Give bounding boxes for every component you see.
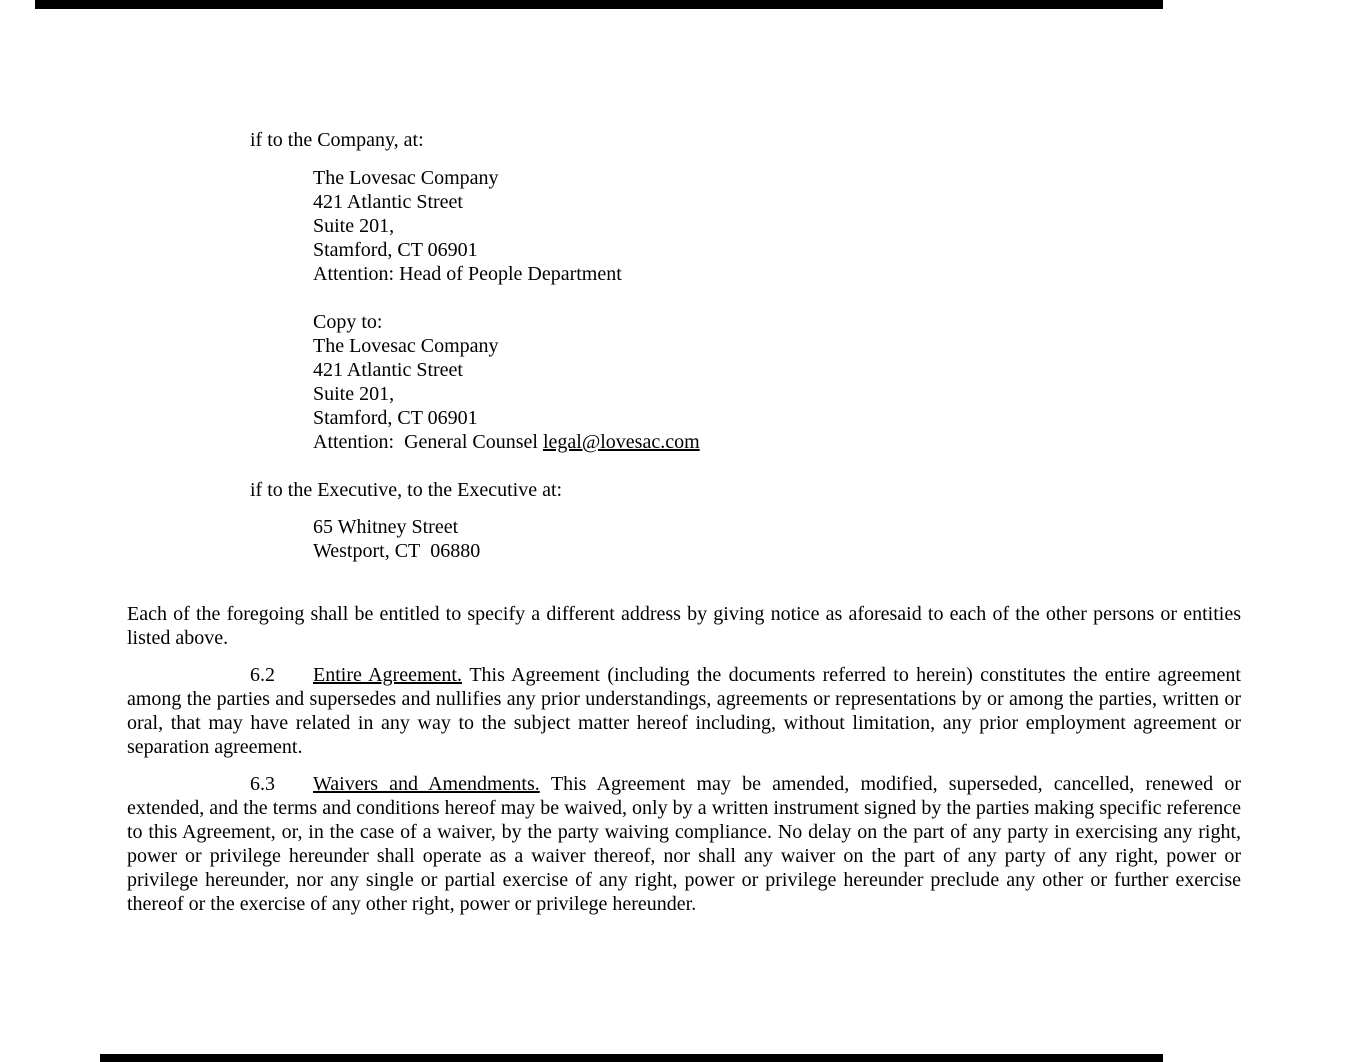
attention-line (313, 430, 1241, 454)
section-heading: Waivers and Amendments. (313, 773, 540, 795)
address-line: Stamford, CT 06901 (313, 239, 478, 261)
copy-to-address-block (313, 310, 1241, 454)
company-notice-intro: if to the Company, at: (250, 129, 424, 151)
address-line: 421 Atlantic Street (313, 359, 463, 381)
scan-artifact-top (35, 0, 1163, 9)
executive-address-block (313, 515, 1241, 563)
address-line: The Lovesac Company (313, 335, 499, 357)
email-link[interactable]: legal@lovesac.com (542, 431, 700, 453)
copy-to-label: Copy to: (313, 311, 383, 333)
section-body: This Agreement may be amended, modified, superseded, cancelled, renewed or extended, and the terms and conditions hereof may be waived, only by a written instrument signed by the parties making specific reference to this Agreement, or, in the case of a waiver, by the party waiving compliance. No delay on the part of any party in exercising any right, power or privilege hereunder shall operate as a waiver thereof, nor shall any waiver on the part of any party of any right, power or privilege hereunder, nor any single or partial exercise of any right, power or privilege hereunder preclude any other or further exercise thereof or the exercise of any other right, power or privilege hereunder. (127, 773, 1241, 915)
executive-notice-intro: if to the Executive, to the Executive at: (250, 479, 563, 501)
address-line: Stamford, CT 06901 (313, 407, 478, 429)
attention-prefix: Attention: General Counsel (313, 431, 543, 453)
company-address-block (313, 166, 1241, 286)
address-line: 421 Atlantic Street (313, 191, 463, 213)
address-line: 65 Whitney Street (313, 516, 459, 538)
document-content (127, 128, 1241, 916)
attention-line: Attention: Head of People Department (313, 263, 622, 285)
address-line: Suite 201, (313, 215, 395, 237)
section-number: 6.2 (250, 664, 275, 686)
section-heading: Entire Agreement. (313, 664, 462, 686)
address-line: Suite 201, (313, 383, 395, 405)
section-6-3 (127, 772, 1241, 916)
scan-artifact-bottom (100, 1054, 1163, 1062)
address-line: Westport, CT 06880 (313, 540, 481, 562)
address-line: The Lovesac Company (313, 167, 499, 189)
section-body: This Agreement (including the documents referred to herein) constitutes the entire agreement among the parties and supersedes and nullifies any prior understandings, agreements or representations by or among the parties, written or oral, that may have related in any way to the subject matter hereof including, without limitation, any prior employment agreement or separation agreement. (127, 664, 1241, 758)
section-number: 6.3 (250, 773, 275, 795)
section-6-2 (127, 663, 1241, 759)
address-change-paragraph: Each of the foregoing shall be entitled to specify a different address by giving notice as aforesaid to each of the other persons or entities listed above. (127, 603, 1241, 649)
